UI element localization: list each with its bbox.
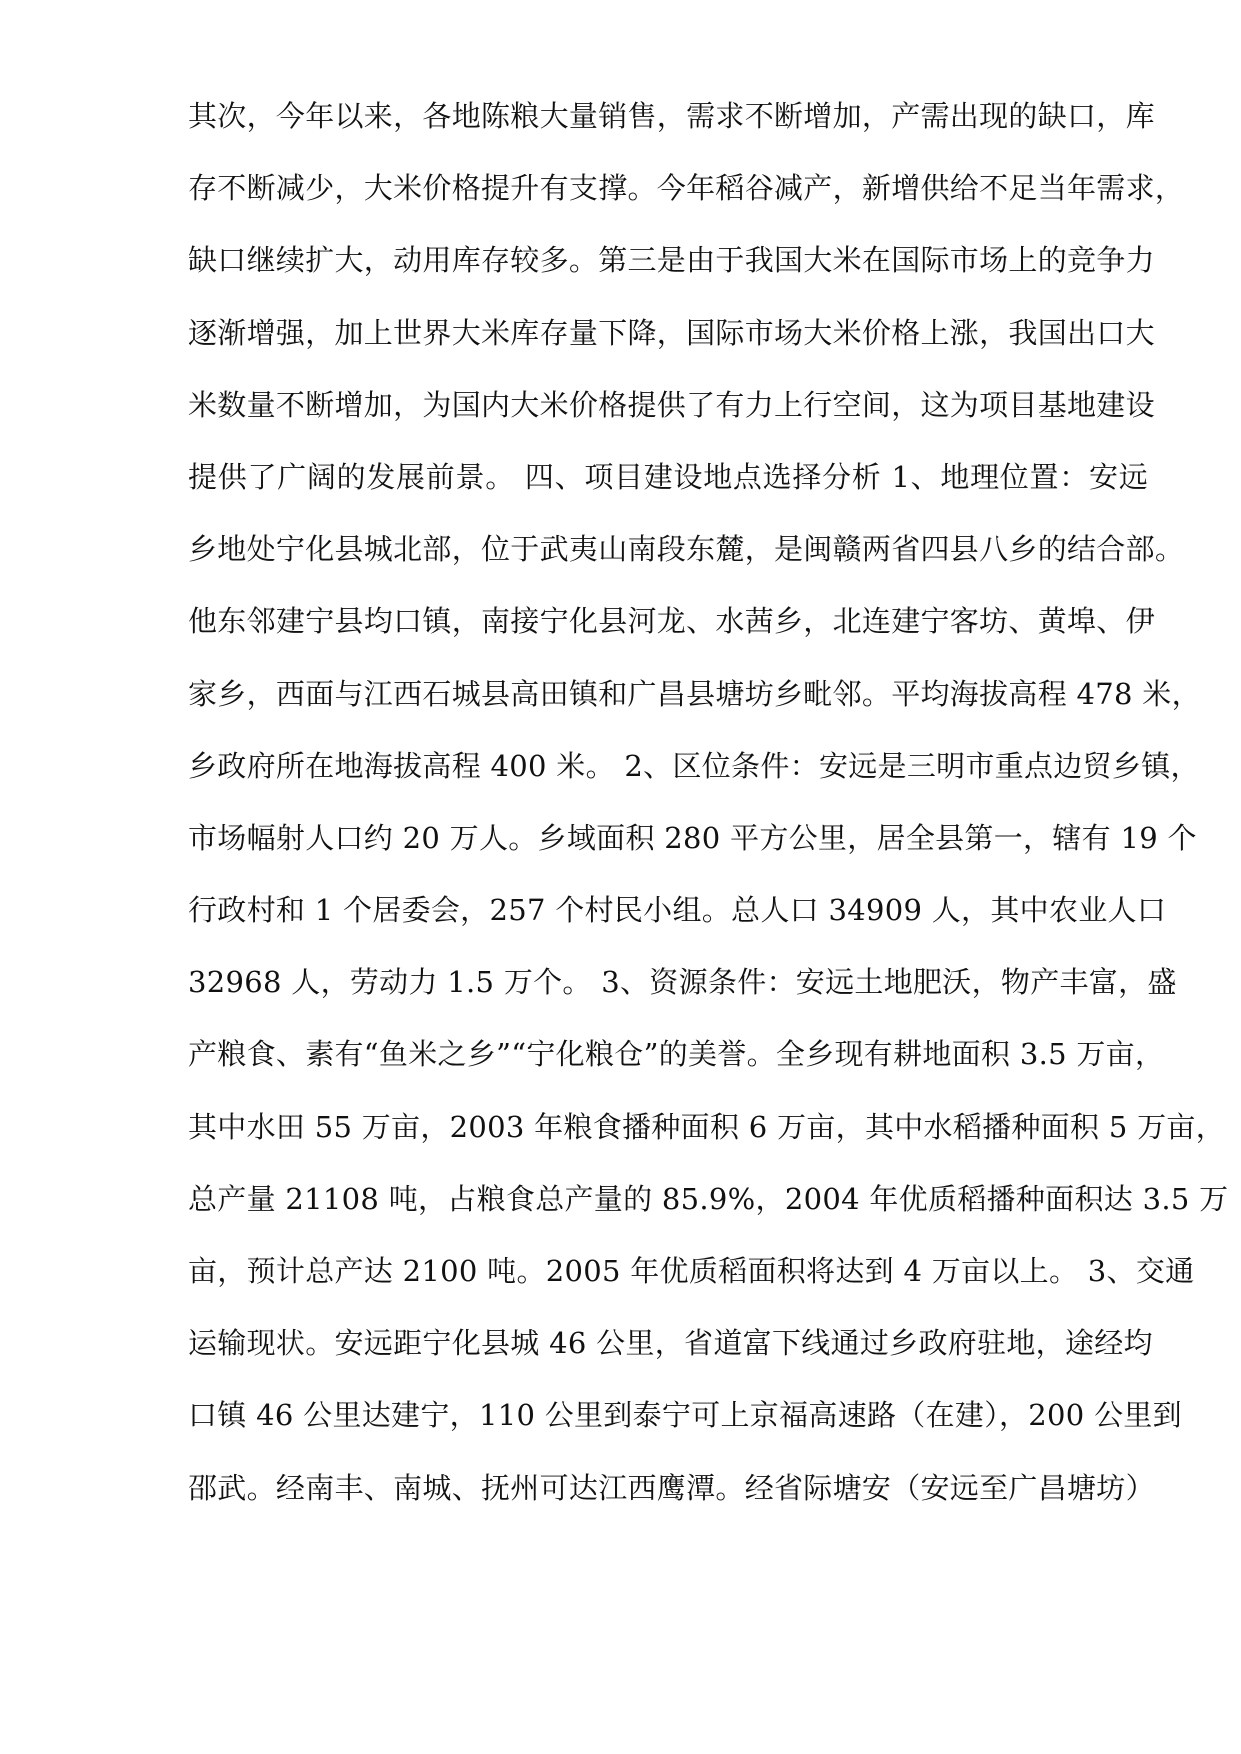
text-line: 总产量 21108 吨，占粮食总产量的 85.9%，2004 年优质稻播种面积达 3.5 万 bbox=[188, 1181, 1229, 1216]
text-line: 存不断减少，大米价格提升有支撑。今年稻谷减产，新增供给不足当年需求， bbox=[188, 171, 1185, 206]
body-text bbox=[188, 88, 1229, 1532]
text-line: 缺口继续扩大，动用库存较多。第三是由于我国大米在国际市场上的竞争力 bbox=[188, 243, 1155, 278]
text-line: 市场幅射人口约 20 万人。乡域面积 280 平方公里，居全县第一，辖有 19 个 bbox=[188, 820, 1197, 855]
text-line: 其次，今年以来，各地陈粮大量销售，需求不断增加，产需出现的缺口，库 bbox=[188, 99, 1155, 133]
text-line: 亩，预计总产达 2100 吨。2005 年优质稻面积将达到 4 万亩以上。 3、交通 bbox=[188, 1254, 1195, 1288]
text-line: 行政村和 1 个居委会，257 个村民小组。总人口 34909 人，其中农业人口 bbox=[188, 893, 1167, 928]
text-line: 逐渐增强，加上世界大米库存量下降，国际市场大米价格上涨，我国出口大 bbox=[188, 315, 1155, 350]
text-line: 32968 人，劳动力 1.5 万个。 3、资源条件：安远土地肥沃，物产丰富，盛 bbox=[188, 965, 1177, 1000]
text-line: 口镇 46 公里达建宁，110 公里到泰宁可上京福高速路（在建），200 公里到 bbox=[188, 1398, 1182, 1433]
text-line: 米数量不断增加，为国内大米价格提供了有力上行空间，这为项目基地建设 bbox=[188, 387, 1155, 422]
text-line: 乡地处宁化县城北部，位于武夷山南段东麓，是闽赣两省四县八乡的结合部。 bbox=[188, 532, 1185, 567]
text-line: 乡政府所在地海拔高程 400 米。 2、区位条件：安远是三明市重点边贸乡镇， bbox=[188, 748, 1200, 783]
text-line: 邵武。经南丰、南城、抚州可达江西鹰潭。经省际塘安（安远至广昌塘坊） bbox=[188, 1470, 1155, 1505]
text-line: 运输现状。安远距宁化县城 46 公里，省道富下线通过乡政府驻地，途经均 bbox=[188, 1326, 1153, 1361]
text-line: 他东邻建宁县均口镇，南接宁化县河龙、水茜乡，北连建宁客坊、黄埠、伊 bbox=[188, 604, 1155, 639]
text-line: 提供了广阔的发展前景。 四、项目建设地点选择分析 1、地理位置：安远 bbox=[188, 459, 1148, 494]
text-line: 其中水田 55 万亩，2003 年粮食播种面积 6 万亩，其中水稻播种面积 5 万亩， bbox=[188, 1109, 1226, 1144]
text-line: 家乡，西面与江西石城县高田镇和广昌县塘坊乡毗邻。平均海拔高程 478 米， bbox=[188, 676, 1201, 711]
text-line: 产粮食、素有“鱼米之乡”“宁化粮仓”的美誉。全乡现有耕地面积 3.5 万亩， bbox=[188, 1037, 1165, 1072]
